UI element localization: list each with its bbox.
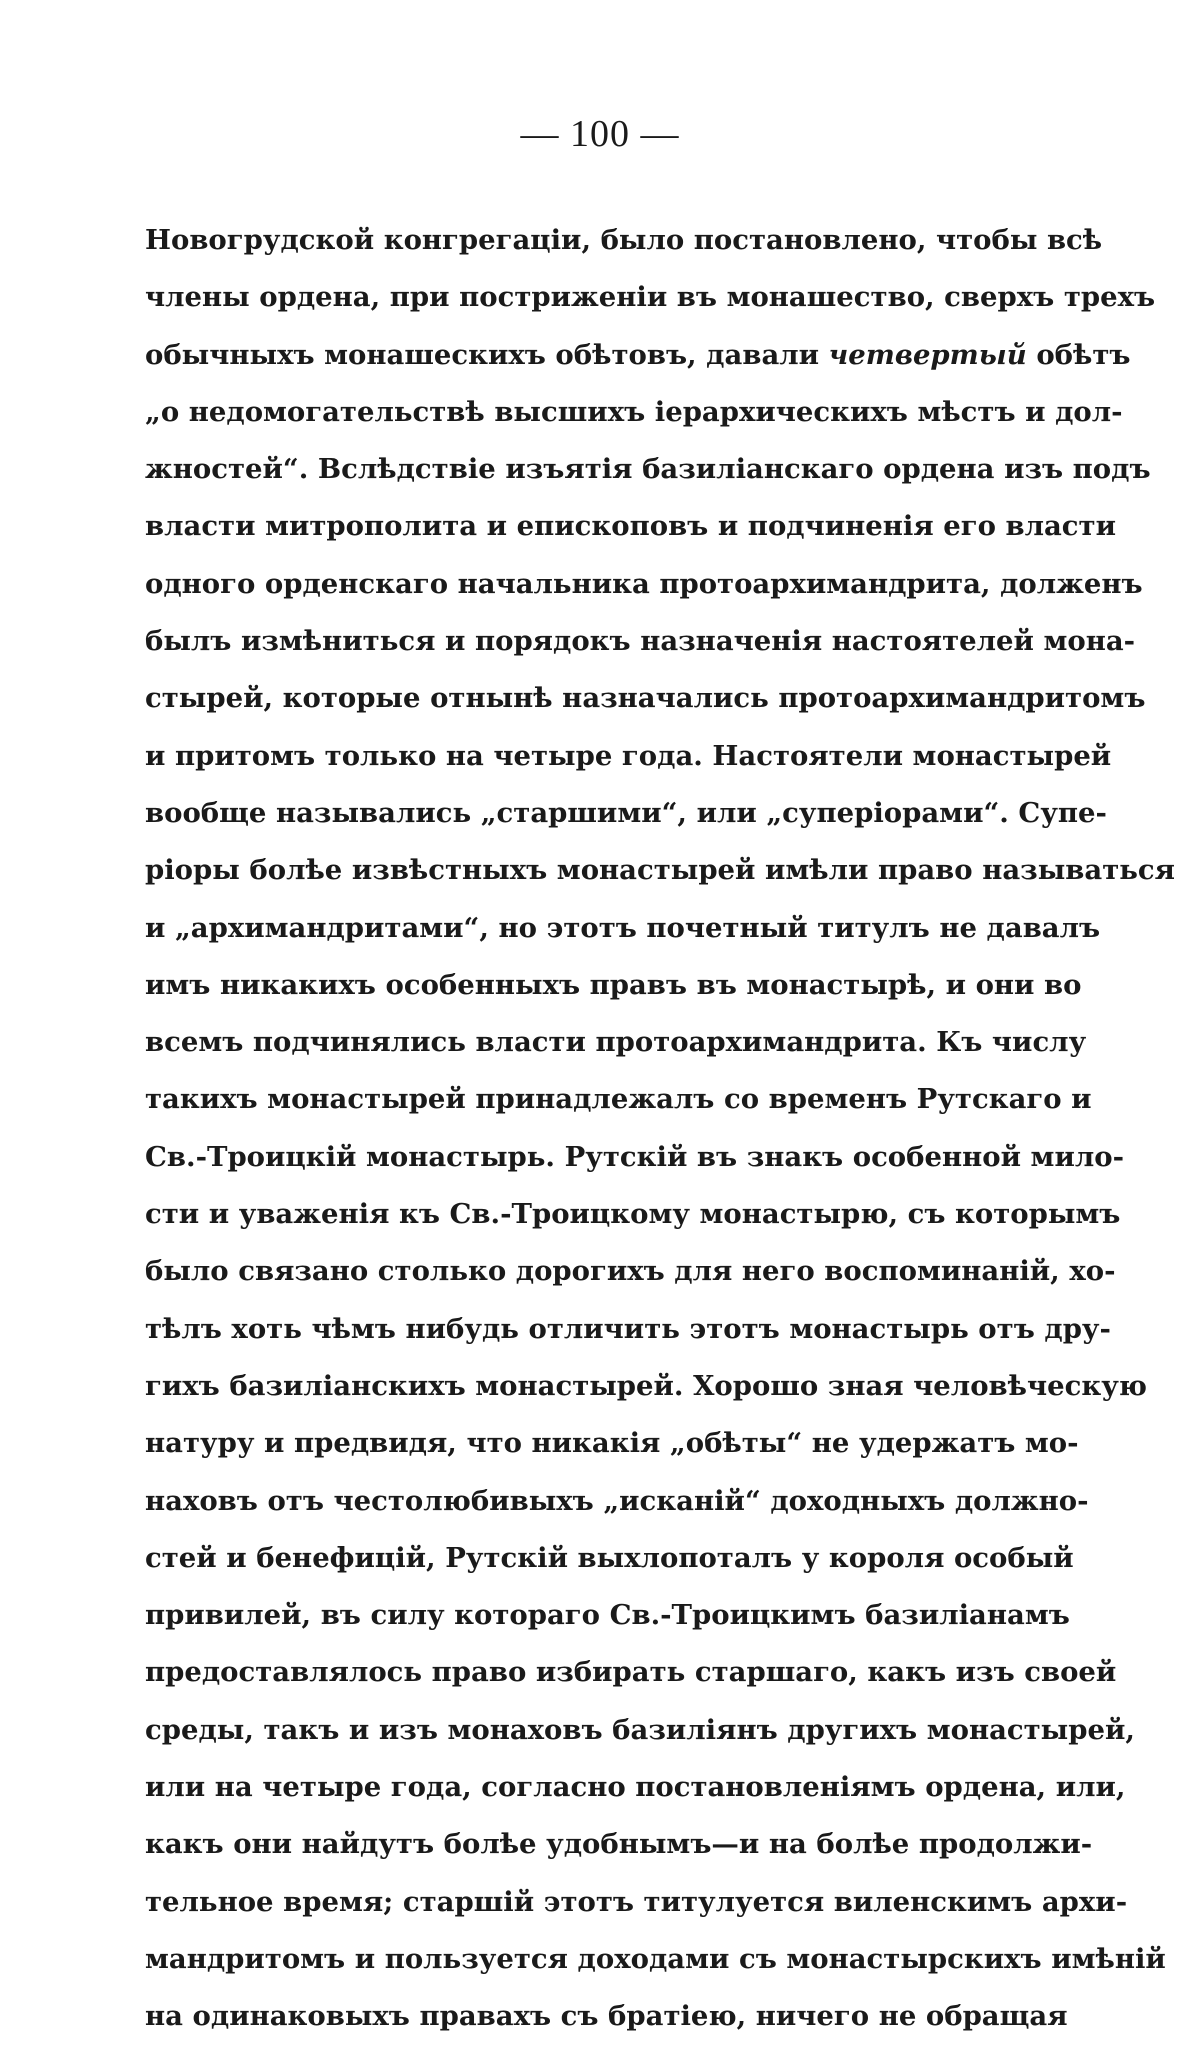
- page-number: — 100 —: [520, 113, 680, 155]
- text-line: вообще назывались „старшими“, или „суперіорами“. Супе-: [145, 796, 1107, 829]
- text-line: стей и бенефицій, Рутскій выхлопоталъ у короля особый: [145, 1541, 1074, 1574]
- text-line: гихъ базиліанскихъ монастырей. Хорошо зная человѣческую: [145, 1369, 1148, 1402]
- text-line: „о недомогательствѣ высшихъ іерархическихъ мѣстъ и дол-: [145, 395, 1123, 428]
- text-line: тельное время; старшій этотъ титулуется виленскимъ архи-: [145, 1885, 1128, 1918]
- text-line: власти митрополита и епископовъ и подчиненія его власти: [145, 510, 1116, 543]
- text-line: стырей, которые отнынѣ назначались протоархимандритомъ: [145, 682, 1146, 715]
- text-line: привилей, въ силу котораго Св.-Троицкимъ базиліанамъ: [145, 1599, 1070, 1632]
- text-line: и „архимандритами“, но этотъ почетный титулъ не давалъ: [145, 911, 1101, 944]
- text-line: Новогрудской конгрегаціи, было постановлено, чтобы всѣ: [145, 224, 1103, 256]
- text-line: обычныхъ монашескихъ обѣтовъ, давали четвертый обѣтъ: [145, 338, 1131, 371]
- text-line: или на четыре года, согласно постановленіямъ ордена, или,: [145, 1771, 1126, 1804]
- text-line: Св.-Троицкій монастырь. Рутскій въ знакъ особенной мило-: [145, 1140, 1124, 1173]
- italic-emphasis: четвертый: [828, 338, 1027, 371]
- text-line: было связано столько дорогихъ для него воспоминаній, хо-: [145, 1255, 1116, 1288]
- text-line: такихъ монастырей принадлежалъ со временъ Рутскаго и: [145, 1083, 1092, 1116]
- text-line: тѣлъ хоть чѣмъ нибудь отличить этотъ монастырь отъ дру-: [145, 1312, 1111, 1345]
- text-line: натуру и предвидя, что никакія „обѣты“ не удержатъ мо-: [145, 1427, 1079, 1460]
- text-line: и притомъ только на четыре года. Настоятели монастырей: [145, 739, 1112, 772]
- text-line: какъ они найдутъ болѣе удобнымъ—и на болѣе продолжи-: [145, 1828, 1093, 1861]
- text-line: на одинаковыхъ правахъ съ братіею, ничего не обращая: [145, 2000, 1068, 2033]
- body-text: [145, 212, 1175, 2046]
- text-line: члены ордена, при постриженіи въ монашество, сверхъ трехъ: [145, 281, 1156, 314]
- text-line: жностей“. Вслѣдствіе изъятія базиліанскаго ордена изъ подъ: [145, 453, 1151, 486]
- text-line: сти и уваженія къ Св.-Троицкому монастырю, съ которымъ: [145, 1198, 1121, 1231]
- text-line: мандритомъ и пользуется доходами съ монастырскихъ имѣній: [145, 1942, 1166, 1975]
- text-line: ріоры болѣе извѣстныхъ монастырей имѣли право называться: [145, 854, 1175, 887]
- text-line: одного орденскаго начальника протоархимандрита, долженъ: [145, 567, 1143, 600]
- text-line: имъ никакихъ особенныхъ правъ въ монастырѣ, и они во: [145, 968, 1082, 1001]
- text-line: наховъ отъ честолюбивыхъ „исканій“ доходныхъ должно-: [145, 1484, 1089, 1517]
- text-line: предоставлялось право избирать старшаго, какъ изъ своей: [145, 1656, 1117, 1689]
- text-line: всемъ подчинялись власти протоархимандрита. Къ числу: [145, 1026, 1087, 1059]
- text-line: былъ измѣниться и порядокъ назначенія настоятелей мона-: [145, 625, 1136, 658]
- text-line: среды, такъ и изъ монаховъ базиліянъ другихъ монастырей,: [145, 1713, 1135, 1746]
